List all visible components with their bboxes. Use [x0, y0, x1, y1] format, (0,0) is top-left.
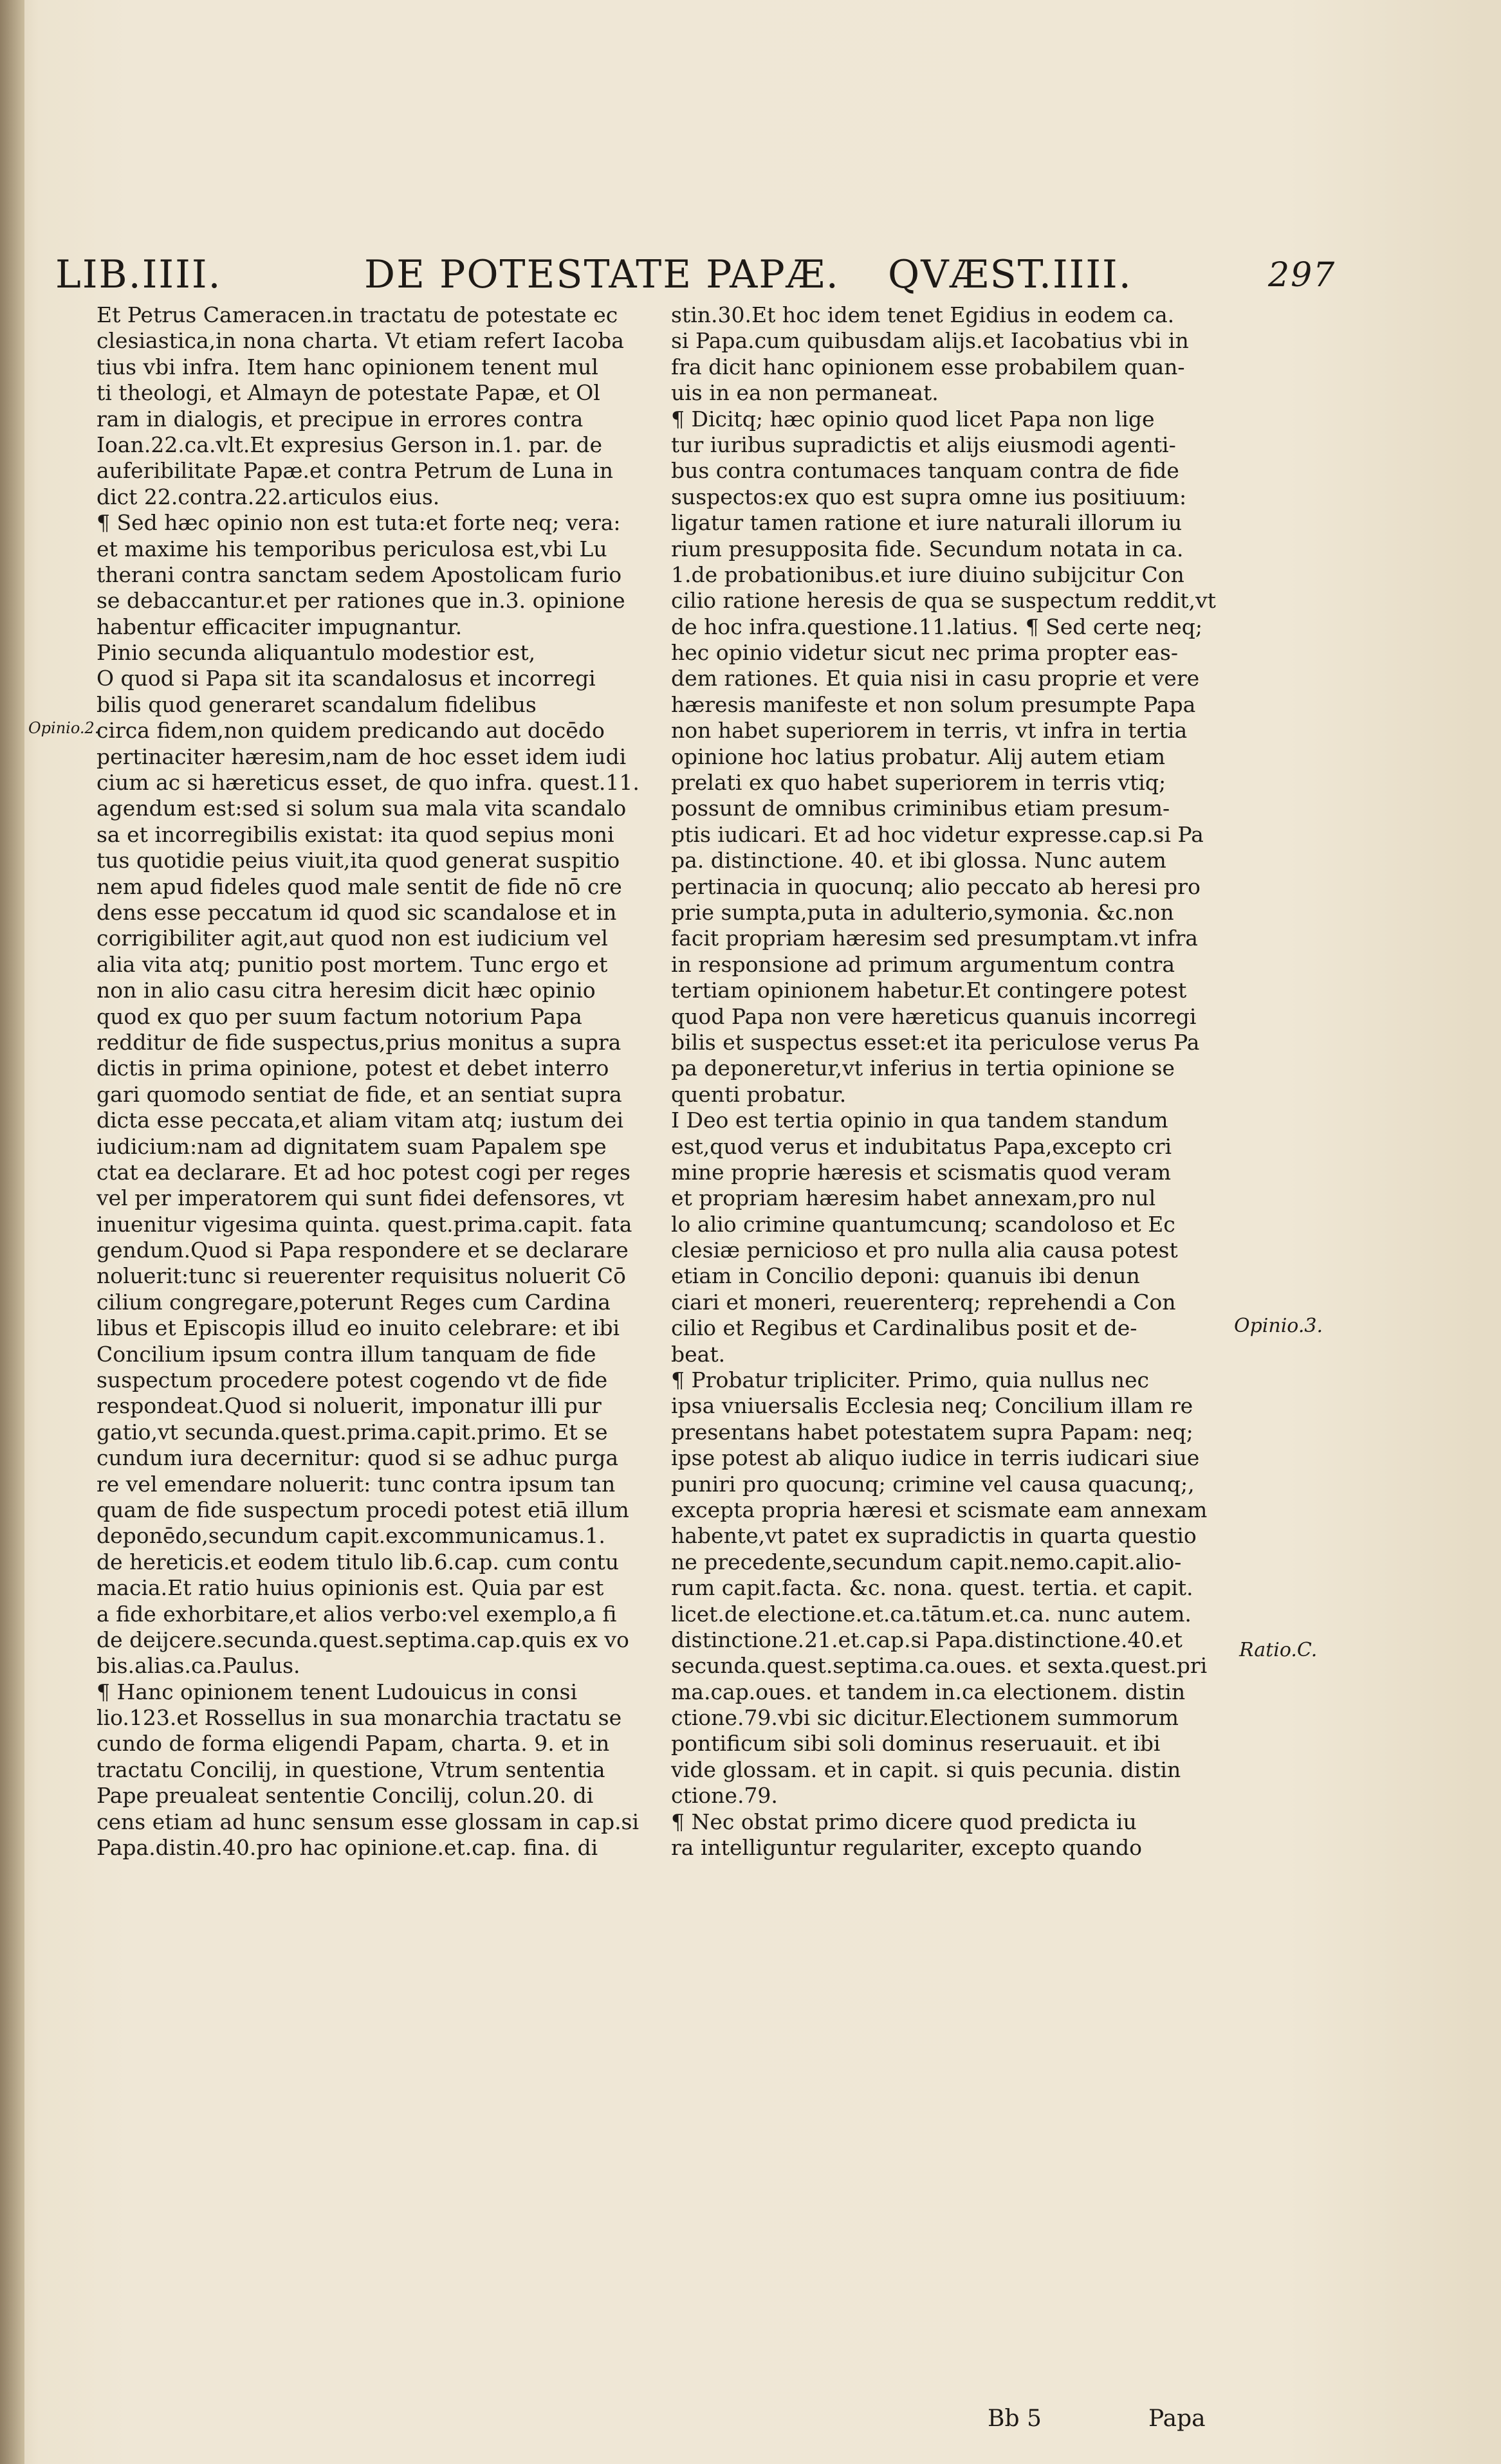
text-line: ram in dialogis, et precipue in errores contra: [97, 406, 584, 432]
text-line: macia.Et ratio huius opinionis est. Quia par est: [97, 1575, 604, 1601]
text-line: non habet superiorem in terris, vt infra in tertia: [671, 718, 1188, 744]
text-line: de hoc infra.questione.11.latius. ¶ Sed certe neq;: [671, 614, 1203, 639]
text-line: pontificum sibi soli dominus reseruauit. et ibi: [671, 1731, 1161, 1757]
text-line: ti theologi, et Almayn de potestate Papæ, et Ol: [97, 380, 600, 406]
text-line: respondeat.Quod si noluerit, imponatur illi pur: [97, 1393, 602, 1419]
text-line: ¶ Hanc opinionem tenent Ludouicus in consi: [97, 1679, 578, 1704]
text-line: ¶ Sed hæc opinio non est tuta:et forte neq; vera:: [97, 510, 621, 536]
text-line: de deijcere.secunda.quest.septima.cap.quis ex vo: [97, 1627, 629, 1652]
text-line: tius vbi infra. Item hanc opinionem tenent mul: [97, 354, 598, 379]
text-line: tractatu Concilij, in questione, Vtrum sententia: [97, 1757, 605, 1782]
text-line: quenti probatur.: [671, 1081, 847, 1107]
text-line: habentur efficaciter impugnantur.: [97, 614, 463, 639]
text-line: Ioan.22.ca.vlt.Et expresius Gerson in.1. par. de: [97, 432, 603, 457]
text-line: ¶ Dicitq; hæc opinio quod licet Papa non lige: [671, 406, 1155, 432]
text-line: suspectos:ex quo est supra omne ius positiuum:: [671, 484, 1187, 509]
page-number: 297: [1268, 256, 1336, 295]
text-line: inuenitur vigesima quinta. quest.prima.capit. fata: [97, 1211, 632, 1237]
header-title: DE POTESTATE PAPÆ.: [364, 252, 840, 297]
text-line: ma.cap.oues. et tandem in.ca electionem. distin: [671, 1679, 1186, 1704]
text-line: se debaccantur.et per rationes que in.3. opinione: [97, 588, 625, 614]
text-line: si Papa.cum quibusdam alijs.et Iacobatius vbi in: [671, 328, 1189, 354]
text-line: facit propriam hæresim sed presumptam.vt infra: [671, 926, 1198, 951]
text-line: uis in ea non permaneat.: [671, 380, 939, 406]
text-line: suspectum procedere potest cogendo vt de fide: [97, 1367, 608, 1393]
text-line: prie sumpta,puta in adulterio,symonia. &c.non: [671, 899, 1174, 925]
text-line: dens esse peccatum id quod sic scandalose et in: [97, 899, 617, 925]
text-line: rum capit.facta. &c. nona. quest. tertia. et capit.: [671, 1575, 1193, 1601]
text-line: ipsa vniuersalis Ecclesia neq; Concilium illam re: [671, 1393, 1193, 1419]
text-line: ptis iudicari. Et ad hoc videtur expresse.cap.si Pa: [671, 821, 1204, 847]
text-line: bus contra contumaces tanquam contra de fide: [671, 458, 1179, 484]
margin-note-ratio: Ratio.C.: [1239, 1639, 1318, 1661]
running-header: [55, 252, 1342, 304]
text-line: cilium congregare,poterunt Reges cum Cardina: [97, 1289, 611, 1315]
text-line: licet.de electione.et.ca.tātum.et.ca. nunc autem.: [671, 1601, 1192, 1627]
text-line: dicta esse peccata,et aliam vitam atq; iustum dei: [97, 1108, 624, 1133]
page-gutter: [0, 0, 24, 2464]
margin-note-opinio-3: Opinio.3.: [1234, 1315, 1323, 1337]
text-line: ¶ Probatur tripliciter. Primo, quia nullus nec: [671, 1367, 1150, 1393]
text-line: a fide exhorbitare,et alios verbo:vel exemplo,a fi: [97, 1601, 617, 1627]
text-line: dem rationes. Et quia nisi in casu proprie et vere: [671, 666, 1200, 691]
text-line: opinione hoc latius probatur. Alij autem etiam: [671, 744, 1165, 769]
text-line: clesiæ pernicioso et pro nulla alia causa potest: [671, 1237, 1178, 1263]
text-line: ligatur tamen ratione et iure naturali illorum iu: [671, 510, 1183, 536]
text-line: et maxime his temporibus periculosa est,vbi Lu: [97, 536, 607, 561]
text-line: redditur de fide suspectus,prius monitus a supra: [97, 1029, 622, 1055]
text-line: ciari et moneri, reuerenterq; reprehendi a Con: [671, 1289, 1176, 1315]
text-line: circa fidem,non quidem predicando aut docēdo: [97, 718, 605, 744]
text-line: agendum est:sed si solum sua mala vita scandalo: [97, 796, 627, 821]
text-line: Pape preualeat sententie Concilij, colun.20. di: [97, 1783, 594, 1809]
text-line: auferibilitate Papæ.et contra Petrum de Luna in: [97, 458, 613, 484]
text-line: et propriam hæresim habet annexam,pro nul: [671, 1185, 1156, 1211]
text-line: corrigibiliter agit,aut quod non est iudicium vel: [97, 926, 608, 951]
text-line: tertiam opinionem habetur.Et contingere potest: [671, 978, 1187, 1003]
text-line: stin.30.Et hoc idem tenet Egidius in eodem ca.: [671, 302, 1175, 327]
text-line: ctione.79.vbi sic dicitur.Electionem summorum: [671, 1705, 1179, 1731]
text-line: in responsione ad primum argumentum contra: [671, 951, 1175, 977]
margin-note-opinio-2: Opinio.2.: [28, 719, 100, 737]
left-column: [97, 302, 669, 1861]
text-line: fra dicit hanc opinionem esse probabilem quan-: [671, 354, 1185, 379]
right-column: [671, 302, 1231, 1861]
text-line: iudicium:nam ad dignitatem suam Papalem spe: [97, 1133, 607, 1159]
text-line: prelati ex quo habet superiorem in terris vtiq;: [671, 770, 1166, 796]
text-line: ctat ea declarare. Et ad hoc potest cogi per reges: [97, 1159, 631, 1185]
text-line: re vel emendare noluerit: tunc contra ipsum tan: [97, 1471, 616, 1497]
text-line: ipse potest ab aliquo iudice in terris iudicari siue: [671, 1445, 1200, 1471]
text-line: pa deponeretur,vt inferius in tertia opinione se: [671, 1055, 1175, 1081]
text-line: cium ac si hæreticus esset, de quo infra. quest.11.: [97, 770, 640, 796]
text-line: bilis et suspectus esset:et ita periculose verus Pa: [671, 1029, 1200, 1055]
text-line: gendum.Quod si Papa respondere et se declarare: [97, 1237, 629, 1263]
text-line: cundum iura decernitur: quod si se adhuc purga: [97, 1445, 619, 1471]
text-line: lo alio crimine quantumcunq; scandoloso et Ec: [671, 1211, 1175, 1237]
text-line: ctione.79.: [671, 1783, 778, 1809]
text-line: quod ex quo per suum factum notorium Papa: [97, 1003, 582, 1029]
text-line: puniri pro quocunq; crimine vel causa quacunq;,: [671, 1471, 1195, 1497]
text-line: habente,vt patet ex supradictis in quarta questio: [671, 1523, 1197, 1549]
text-line: pa. distinctione. 40. et ibi glossa. Nunc autem: [671, 848, 1166, 873]
header-book: LIB.IIII.: [55, 252, 222, 297]
text-line: cundo de forma eligendi Papam, charta. 9. et in: [97, 1731, 610, 1757]
text-line: excepta propria hæresi et scismate eam annexam: [671, 1497, 1208, 1522]
text-line: sa et incorregibilis existat: ita quod sepius moni: [97, 821, 614, 847]
text-line: de hereticis.et eodem titulo lib.6.cap. cum contu: [97, 1549, 619, 1574]
text-line: beat.: [671, 1341, 726, 1367]
text-line: ra intelliguntur regulariter, excepto quando: [671, 1835, 1142, 1861]
text-line: alia vita atq; punitio post mortem. Tunc ergo et: [97, 951, 608, 977]
text-line: libus et Episcopis illud eo inuito celebrare: et ibi: [97, 1315, 620, 1341]
text-line: 1.de probationibus.et iure diuino subijcitur Con: [671, 561, 1184, 587]
text-line: Pinio secunda aliquantulo modestior est,: [97, 640, 536, 666]
text-line: I Deo est tertia opinio in qua tandem standum: [671, 1108, 1168, 1133]
text-line: pertinaciter hæresim,nam de hoc esset idem iudi: [97, 744, 627, 769]
text-line: quod Papa non vere hæreticus quanuis incorregi: [671, 1003, 1197, 1029]
text-line: O quod si Papa sit ita scandalosus et incorregi: [97, 666, 596, 691]
text-line: gatio,vt secunda.quest.prima.capit.primo. Et se: [97, 1419, 608, 1445]
text-line: cilio et Regibus et Cardinalibus posit et de-: [671, 1315, 1137, 1341]
text-line: rium presupposita fide. Secundum notata in ca.: [671, 536, 1184, 561]
text-line: vel per imperatorem qui sunt fidei defensores, vt: [97, 1185, 625, 1211]
text-line: vide glossam. et in capit. si quis pecunia. distin: [671, 1757, 1181, 1782]
text-line: presentans habet potestatem supra Papam: neq;: [671, 1419, 1193, 1445]
text-line: deponēdo,secundum capit.excommunicamus.1.: [97, 1523, 605, 1549]
text-line: hec opinio videtur sicut nec prima propter eas-: [671, 640, 1178, 666]
text-line: gari quomodo sentiat de fide, et an sentiat supra: [97, 1081, 622, 1107]
text-line: etiam in Concilio deponi: quanuis ibi denun: [671, 1263, 1140, 1289]
text-line: clesiastica,in nona charta. Vt etiam refert Iacoba: [97, 328, 624, 354]
text-line: distinctione.21.et.cap.si Papa.distinctione.40.et: [671, 1627, 1183, 1652]
text-line: non in alio casu citra heresim dicit hæc opinio: [97, 978, 596, 1003]
text-line: therani contra sanctam sedem Apostolicam furio: [97, 561, 622, 587]
text-line: cens etiam ad hunc sensum esse glossam in cap.si: [97, 1809, 640, 1834]
text-line: possunt de omnibus criminibus etiam presum-: [671, 796, 1170, 821]
text-line: cilio ratione heresis de qua se suspectum reddit,vt: [671, 588, 1216, 614]
text-line: ne precedente,secundum capit.nemo.capit.alio-: [671, 1549, 1182, 1574]
text-line: Concilium ipsum contra illum tanquam de fide: [97, 1341, 596, 1367]
text-line: secunda.quest.septima.ca.oues. et sexta.quest.pri: [671, 1653, 1208, 1679]
text-line: tus quotidie peius viuit,ita quod generat suspitio: [97, 848, 620, 873]
text-line: Papa.distin.40.pro hac opinione.et.cap. fina. di: [97, 1835, 598, 1861]
catchword: Papa: [1148, 2405, 1206, 2432]
text-line: Et Petrus Cameracen.in tractatu de potestate ec: [97, 302, 618, 327]
signature-mark: Bb 5: [988, 2405, 1042, 2432]
header-question: QVÆST.IIII.: [888, 252, 1132, 297]
text-line: dictis in prima opinione, potest et debet interro: [97, 1055, 609, 1081]
text-line: quam de fide suspectum procedi potest etiā illum: [97, 1497, 629, 1522]
text-line: est,quod verus et indubitatus Papa,excepto cri: [671, 1133, 1172, 1159]
text-line: tur iuribus supradictis et alijs eiusmodi agenti-: [671, 432, 1176, 457]
text-line: noluerit:tunc si reuerenter requisitus noluerit Cō: [97, 1263, 626, 1289]
text-line: hæresis manifeste et non solum presumpte Papa: [671, 691, 1196, 717]
text-line: ¶ Nec obstat primo dicere quod predicta iu: [671, 1809, 1137, 1834]
text-line: bis.alias.ca.Paulus.: [97, 1653, 300, 1679]
text-line: lio.123.et Rossellus in sua monarchia tractatu se: [97, 1705, 622, 1731]
text-line: mine proprie hæresis et scismatis quod veram: [671, 1159, 1172, 1185]
text-line: nem apud fideles quod male sentit de fide nō cre: [97, 873, 622, 899]
text-line: dict 22.contra.22.articulos eius.: [97, 484, 440, 509]
text-line: bilis quod generaret scandalum fidelibus: [97, 691, 537, 717]
text-line: pertinacia in quocunq; alio peccato ab heresi pro: [671, 873, 1201, 899]
